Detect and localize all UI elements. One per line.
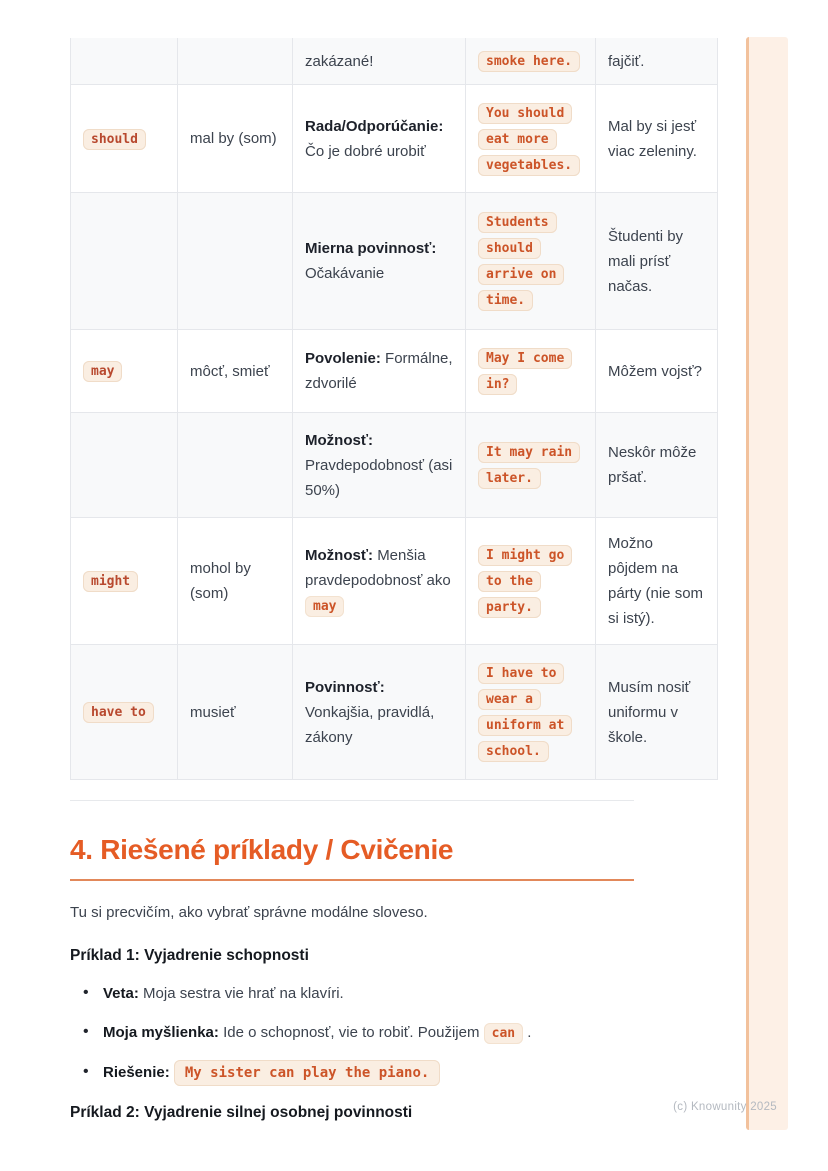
example-chip: It may rain later. (478, 442, 580, 489)
bullet-label: Veta: (103, 985, 139, 1002)
cell-meaning (178, 330, 293, 413)
cell-meaning (178, 85, 293, 193)
usage-text: Menšia pravdepodobnosť ako (305, 547, 451, 589)
example-1-list (70, 981, 634, 1086)
cell-translation (596, 193, 718, 330)
bullet-after: . (527, 1024, 532, 1041)
example-chip: smoke here. (478, 51, 580, 72)
section-divider (70, 800, 634, 801)
modal-verbs-table (70, 38, 718, 780)
cell-example (466, 85, 596, 193)
cell-modal (71, 193, 178, 330)
exercise-section (70, 800, 634, 1138)
page-edge-stripe (746, 37, 788, 1130)
usage-text: Formálne, zdvorilé (305, 350, 453, 392)
cell-modal (71, 413, 178, 518)
usage-text: Očakávanie (305, 265, 385, 282)
cell-usage (293, 413, 466, 518)
usage-text: Vonkajšia, pravidlá, zákony (305, 703, 435, 746)
list-item (70, 1020, 634, 1046)
bullet-icon: • (83, 1023, 89, 1040)
cell-usage (293, 645, 466, 780)
usage-bold: Mierna povinnosť: (305, 240, 437, 257)
usage-inline-chip: may (305, 596, 344, 617)
example-chip: You should eat more vegetables. (478, 103, 580, 176)
modal-verb-chip: might (83, 571, 138, 592)
usage-bold: Rada/Odporúčanie: (305, 117, 444, 135)
table-row (71, 85, 718, 193)
bullet-label: Moja myšlienka: (103, 1024, 219, 1041)
example-chip: I have to wear a uniform at school. (478, 663, 572, 762)
modal-verb-chip: have to (83, 702, 154, 723)
translation-text: Možno pôjdem na párty (nie som si istý). (608, 535, 704, 627)
usage-text: Čo je dobré urobiť (305, 142, 426, 160)
example-2-title: Príklad 2: Vyjadrenie silnej osobnej povinnosti (70, 1104, 413, 1121)
cell-meaning (178, 38, 293, 85)
translation-text: Mal by si jesť viac zeleniny. (608, 117, 697, 160)
cell-usage (293, 38, 466, 85)
example-1-title: Príklad 1: Vyjadrenie schopnosti (70, 947, 309, 964)
usage-bold: Povinnosť: (305, 678, 385, 696)
example-chip: Students should arrive on time. (478, 212, 564, 311)
translation-text: Študenti by mali prísť načas. (608, 227, 684, 295)
bullet-text: Ide o schopnosť, vie to robiť. Použijem (223, 1024, 480, 1041)
cell-meaning (178, 645, 293, 780)
cell-modal (71, 330, 178, 413)
usage-text: zakázané! (305, 52, 374, 70)
copyright-text: (c) Knowunity 2025 (673, 1101, 777, 1113)
table-row (71, 413, 718, 518)
modal-verb-chip: may (83, 361, 122, 382)
section-intro: Tu si precvičím, ako vybrať správne modálne sloveso. (70, 904, 428, 921)
cell-usage (293, 85, 466, 193)
cell-meaning (178, 193, 293, 330)
cell-meaning (178, 518, 293, 645)
cell-translation (596, 38, 718, 85)
list-item (70, 981, 634, 1006)
meaning-text: mohol by (som) (190, 560, 251, 602)
table-row (71, 330, 718, 413)
table-row (71, 38, 718, 85)
modal-verb-chip: should (83, 129, 146, 150)
table-row (71, 193, 718, 330)
cell-usage (293, 193, 466, 330)
cell-modal (71, 645, 178, 780)
cell-meaning (178, 413, 293, 518)
translation-text: fajčiť. (608, 52, 645, 70)
cell-example (466, 518, 596, 645)
usage-bold: Možnosť: (305, 547, 374, 564)
section-heading: 4. Riešené príklady / Cvičenie (70, 834, 454, 865)
cell-translation (596, 645, 718, 780)
bullet-icon: • (83, 984, 89, 1001)
cell-modal (71, 518, 178, 645)
bullet-icon: • (83, 1063, 89, 1080)
cell-translation (596, 85, 718, 193)
bullet-label: Riešenie: (103, 1064, 170, 1081)
cell-modal (71, 85, 178, 193)
cell-translation (596, 413, 718, 518)
cell-translation (596, 330, 718, 413)
cell-example (466, 413, 596, 518)
meaning-text: mal by (som) (190, 130, 277, 147)
heading-underline (70, 879, 634, 881)
cell-example (466, 193, 596, 330)
usage-text: Pravdepodobnosť (asi 50%) (305, 456, 453, 499)
cell-usage (293, 330, 466, 413)
list-item (70, 1060, 634, 1086)
meaning-text: môcť, smieť (190, 362, 270, 380)
table-row (71, 645, 718, 780)
cell-usage (293, 518, 466, 645)
translation-text: Musím nosiť uniformu v škole. (608, 678, 691, 746)
cell-example (466, 330, 596, 413)
cell-translation (596, 518, 718, 645)
cell-modal (71, 38, 178, 85)
cell-example (466, 645, 596, 780)
bullet-text: Moja sestra vie hrať na klavíri. (143, 985, 344, 1002)
solution-chip: My sister can play the piano. (174, 1060, 440, 1086)
example-chip: I might go to the party. (478, 545, 572, 618)
meaning-text: musieť (190, 703, 236, 721)
usage-bold: Povolenie: (305, 350, 381, 367)
cell-example (466, 38, 596, 85)
translation-text: Môžem vojsť? (608, 362, 702, 380)
bullet-inline-chip: can (484, 1023, 523, 1044)
table-row (71, 518, 718, 645)
example-chip: May I come in? (478, 348, 572, 395)
translation-text: Neskôr môže pršať. (608, 444, 697, 486)
usage-bold: Možnosť: (305, 431, 374, 449)
